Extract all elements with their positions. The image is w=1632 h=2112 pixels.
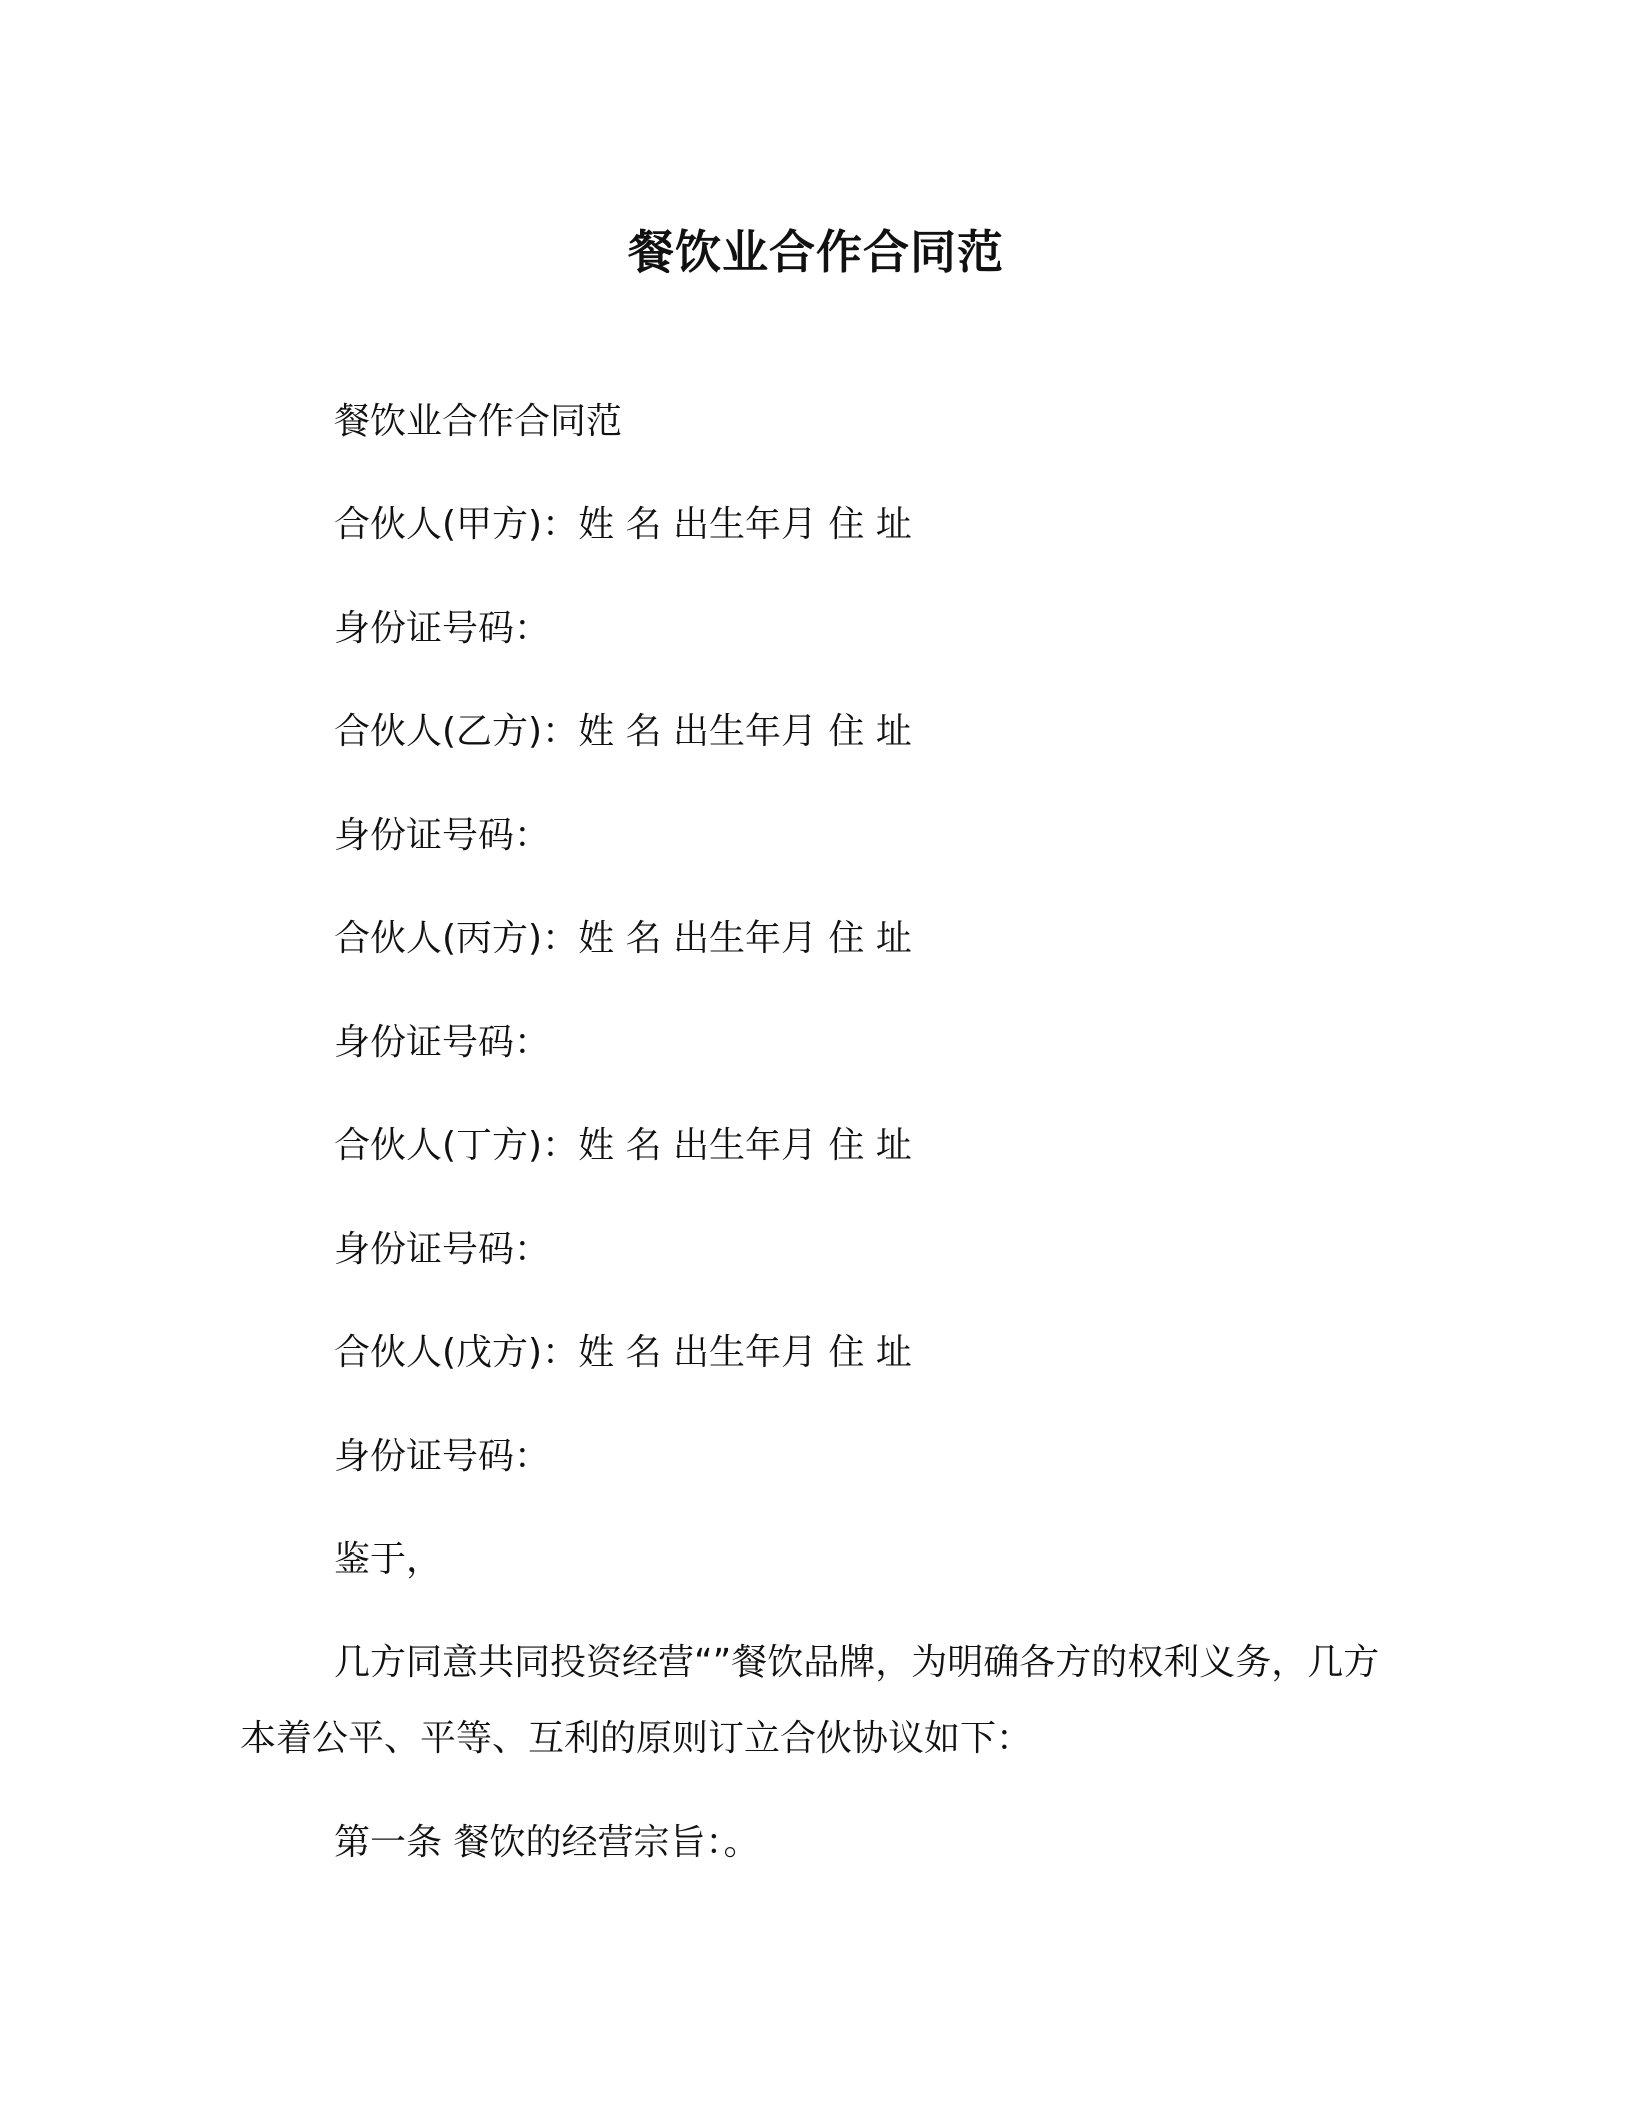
whereas-line: 鉴于， xyxy=(334,1539,443,1580)
partner-e-id-line: 身份证号码： xyxy=(334,1436,551,1477)
partner-c-line: 合伙人(丙方)：姓 名 出生年月 住 址 xyxy=(334,918,912,959)
partner-b-id-line: 身份证号码： xyxy=(334,815,551,856)
subtitle-line: 餐饮业合作合同范 xyxy=(334,401,623,442)
partner-d-id-line: 身份证号码： xyxy=(334,1229,551,1270)
partner-e-line: 合伙人(戊方)：姓 名 出生年月 住 址 xyxy=(334,1332,912,1373)
partner-a-id-line: 身份证号码： xyxy=(334,608,551,649)
agreement-paragraph: 几方同意共同投资经营“”餐饮品牌，为明确各方的权利义务，几方本着公平、平等、互利的原则订立合伙协议如下： xyxy=(240,1642,1380,1759)
partner-b-line: 合伙人(乙方)：姓 名 出生年月 住 址 xyxy=(334,711,912,752)
article-1-line: 第一条 餐饮的经营宗旨：。 xyxy=(334,1822,760,1863)
partner-a-line: 合伙人(甲方)：姓 名 出生年月 住 址 xyxy=(334,504,912,545)
partner-d-line: 合伙人(丁方)：姓 名 出生年月 住 址 xyxy=(334,1125,912,1166)
document-title: 餐饮业合作合同范 xyxy=(628,225,1004,279)
partner-c-id-line: 身份证号码： xyxy=(334,1022,551,1063)
